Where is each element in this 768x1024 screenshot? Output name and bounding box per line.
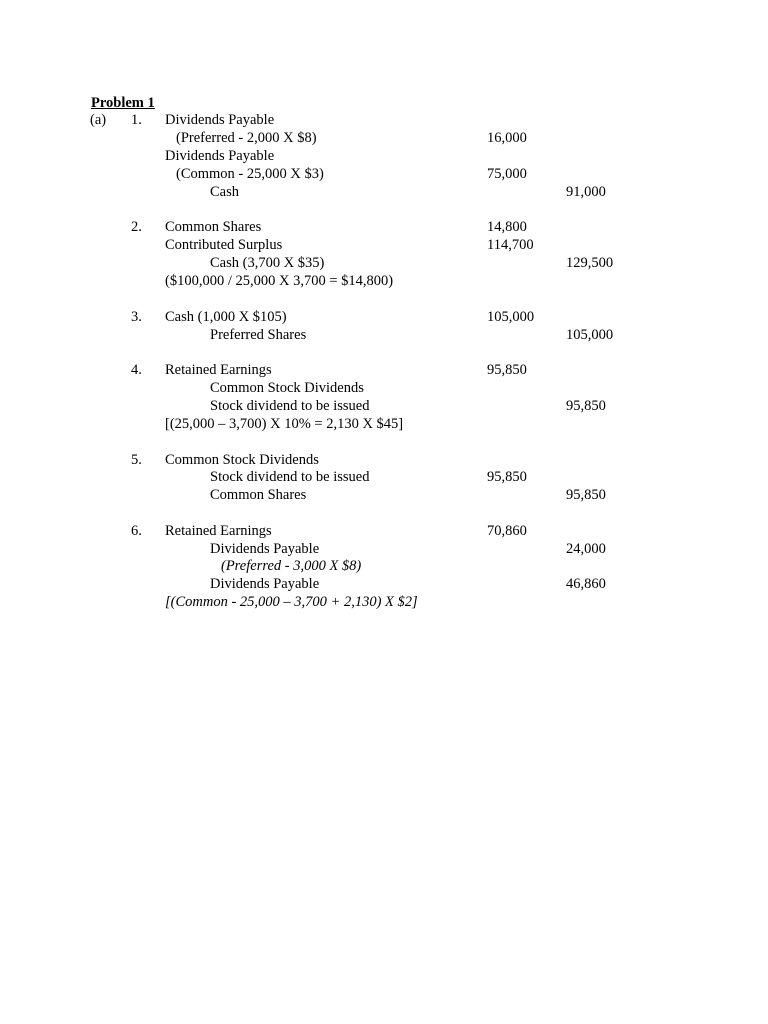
part-label: (a) (90, 112, 107, 128)
account-line: Contributed Surplus (165, 237, 283, 253)
debit-amount: 14,800 (487, 219, 527, 235)
account-line: Stock dividend to be issued (210, 398, 370, 414)
account-line: Dividends Payable (165, 148, 275, 164)
entry-number: 4. (131, 362, 142, 378)
debit-amount: 114,700 (487, 237, 534, 253)
debit-amount: 75,000 (487, 166, 527, 182)
account-line: Retained Earnings (165, 362, 272, 378)
account-line: Dividends Payable (210, 541, 320, 557)
debit-amount: 70,860 (487, 523, 527, 539)
account-line: Common Stock Dividends (165, 452, 319, 468)
credit-amount: 105,000 (566, 327, 614, 343)
calculation-note: [(Common - 25,000 – 3,700 + 2,130) X $2] (165, 594, 418, 610)
account-line: Stock dividend to be issued (210, 469, 370, 485)
account-line: Cash (1,000 X $105) (165, 309, 287, 325)
credit-amount: 129,500 (566, 255, 614, 271)
credit-amount: 46,860 (566, 576, 606, 592)
calculation-note: ($100,000 / 25,000 X 3,700 = $14,800) (165, 273, 394, 289)
credit-amount: 24,000 (566, 541, 606, 557)
debit-amount: 105,000 (487, 309, 535, 325)
account-note: (Preferred - 3,000 X $8) (221, 558, 362, 574)
problem-title: Problem 1 (91, 95, 155, 111)
credit-amount: 91,000 (566, 184, 606, 200)
account-line: Retained Earnings (165, 523, 272, 539)
account-line: Common Shares (210, 487, 307, 503)
account-line: Preferred Shares (210, 327, 307, 343)
account-line: Common Shares (165, 219, 262, 235)
entry-number: 5. (131, 452, 142, 468)
account-line: Cash (210, 184, 239, 200)
account-line: Common Stock Dividends (210, 380, 364, 396)
credit-amount: 95,850 (566, 398, 606, 414)
entry-number: 2. (131, 219, 142, 235)
account-line: Cash (3,700 X $35) (210, 255, 325, 271)
credit-amount: 95,850 (566, 487, 606, 503)
account-note: (Preferred - 2,000 X $8) (176, 130, 317, 146)
account-line: Dividends Payable (165, 112, 275, 128)
entry-number: 6. (131, 523, 142, 539)
debit-amount: 95,850 (487, 469, 527, 485)
debit-amount: 16,000 (487, 130, 527, 146)
debit-amount: 95,850 (487, 362, 527, 378)
account-note: (Common - 25,000 X $3) (176, 166, 324, 182)
entry-number: 3. (131, 309, 142, 325)
account-line: Dividends Payable (210, 576, 320, 592)
entry-number: 1. (131, 112, 142, 128)
calculation-note: [(25,000 – 3,700) X 10% = 2,130 X $45] (165, 416, 404, 432)
